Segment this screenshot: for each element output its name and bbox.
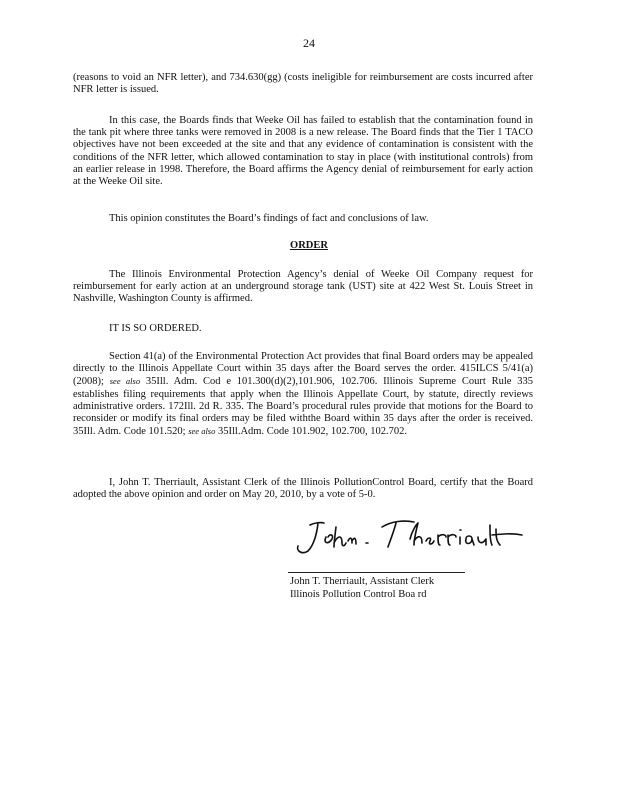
paragraph-so-ordered: IT IS SO ORDERED. [109, 323, 202, 334]
signatory-name: John T. Therriault, Assistant Clerk [290, 576, 435, 587]
order-heading: ORDER [290, 240, 328, 251]
paragraph-certification: I, John T. Therriault, Assistant Clerk of the Illinois PollutionControl Board, certify that the Board adopted the above opinion and order on May 20, 2010, by a vote of 5-0. [73, 477, 533, 501]
paragraph-order: The Illinois Environmental Protection Agency’s denial of Weeke Oil Company request for reimbursement for early action at an underground storage tank (UST) site at 422 West St. Louis Street in Nashville, Washington County is affirmed. [73, 269, 533, 305]
signature-line [288, 572, 465, 573]
paragraph-appeal-rights: Section 41(a) of the Environmental Protection Act provides that final Board orders may be appealed directly to the Illinois Appellate Court within 35 days after the Board serves the order. 415ILCS 5/41(a) (2008); see also 35Ill. Adm. Cod e 101.300(d)(2),101.906, 102.706. Illinois Supreme Court Rule 335 establishes filing requirements that apply when the Illinois Appellate Court, by statute, directly reviews administrative orders. 172Ill. 2d R. 335. The Board’s procedural rules provide that motions for the Board to reconsider or modify its final orders may be filed withthe Board within 35 days after the order is received. 35Ill. Adm. Code 101.520; see also 35Ill.Adm. Code 101.902, 102.700, 102.702. [73, 351, 533, 438]
paragraph-findings: In this case, the Boards finds that Weeke Oil has failed to establish that the contamination found in the tank pit where three tanks were removed in 2008 is a new release. The Board finds that the Tier 1 TACO objectives have not been exceeded at the site and that any evidence of contamination is consistent with the conditions of the NFR letter, which allowed contamination to stay in place (with institutional controls) from an earlier release in 1998. Therefore, the Board affirms the Agency denial of reimbursement for early action at the Weeke Oil site. [73, 115, 533, 188]
page-number: 24 [303, 36, 315, 50]
handwritten-signature [290, 513, 530, 563]
paragraph-opinion: This opinion constitutes the Board’s findings of fact and conclusions of law. [109, 213, 429, 224]
signatory-organization: Illinois Pollution Control Boa rd [290, 589, 427, 600]
paragraph-reasons: (reasons to void an NFR letter), and 734.630(gg) (costs ineligible for reimbursement are costs incurred after NFR letter is issued. [73, 72, 533, 96]
